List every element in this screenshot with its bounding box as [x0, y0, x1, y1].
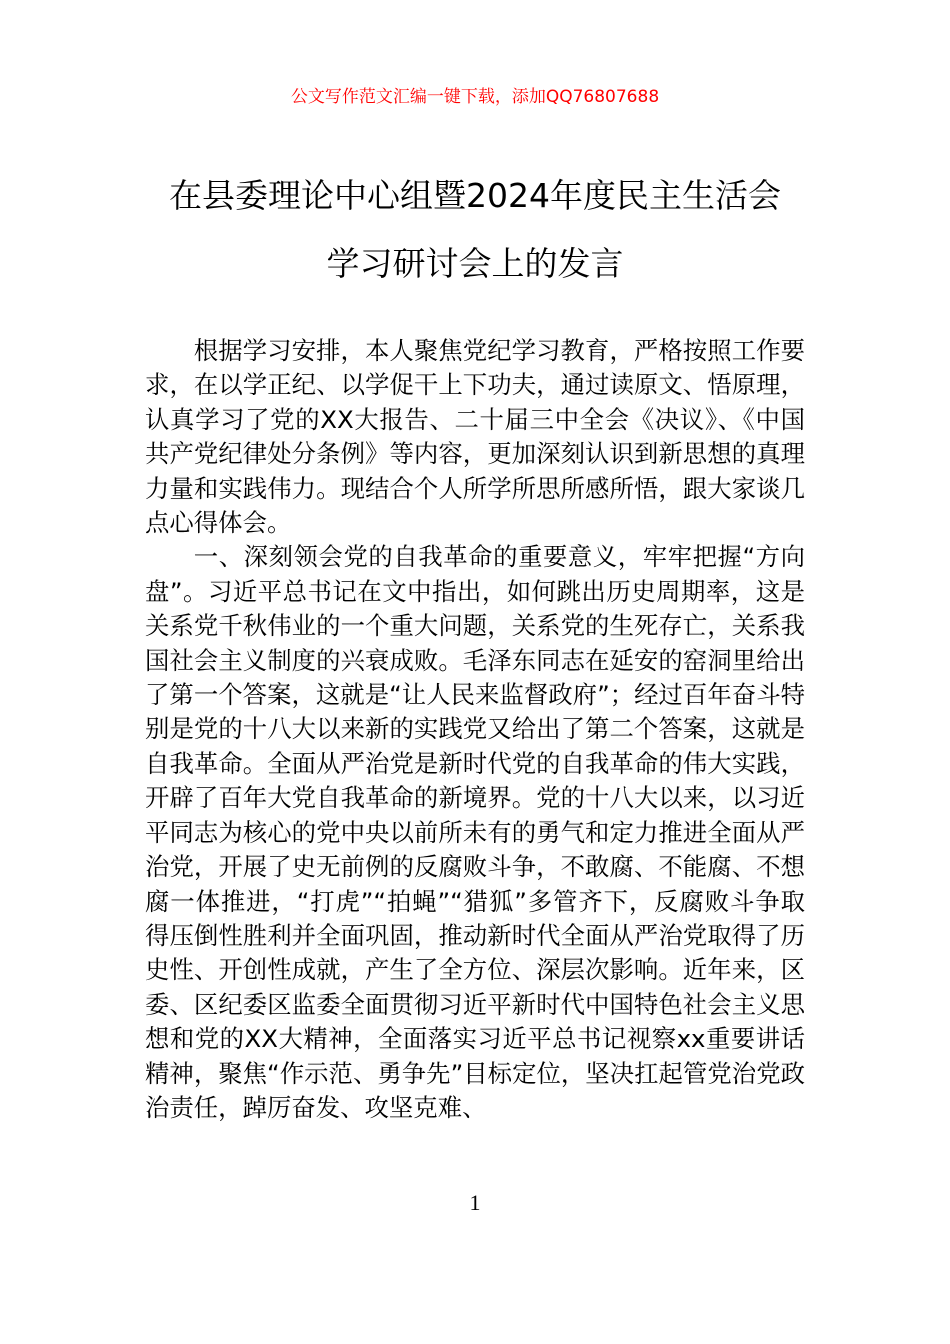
page-number: 1 — [469, 1190, 481, 1215]
document-title-line-2: 学习研讨会上的发言 — [326, 244, 624, 283]
paragraph-section-one: 一、深刻领会党的自我革命的重要意义，牢牢把握“方向盘”。习近平总书记在文中指出，如何跳出历史周期率，这是关系党千秋伟业的一个重大问题，关系党的生死存亡，关系我国社会主义制度的兴衰成败。毛泽东同志在延安的窑洞里给出了第一个答案，这就是“让人民来监督政府”；经过百年奋斗特别是党的十八大以来新的实践党又给出了第二个答案，这就是自我革命。全面从严治党是新时代党的自我革命的伟大实践，开辟了百年大党自我革命的新境界。党的十八大以来，以习近平同志为核心的党中央以前所未有的勇气和定力推进全面从严治党，开展了史无前例的反腐败斗争，不敢腐、不能腐、不想腐一体推进，“打虎”“拍蝇”“猎狐”多管齐下，反腐败斗争取得压倒性胜利并全面巩固，推动新时代全面从严治党取得了历史性、开创性成就，产生了全方位、深层次影响。近年来，区委、区纪委区监委全面贯彻习近平新时代中国特色社会主义思想和党的XX大精神，全面落实习近平总书记视察xx重要讲话精神，聚焦“作示范、勇争先”目标定位，坚决扛起管党治党政治责任，踔厉奋发、攻坚克难、 — [145, 542, 805, 1122]
paragraph-intro: 根据学习安排，本人聚焦党纪学习教育，严格按照工作要求，在以学正纪、以学促干上下功夫，通过读原文、悟原理，认真学习了党的XX大报告、二十届三中全会《决议》、《中国共产党纪律处分条例》等内容，更加深刻认识到新思想的真理力量和实践伟力。现结合个人所学所思所感所悟，跟大家谈几点心得体会。 — [145, 336, 805, 538]
document-title-line-1: 在县委理论中心组暨2024年度民主生活会 — [169, 176, 781, 215]
document-body — [145, 334, 805, 1125]
promo-header-text: 公文写作范文汇编一键下载，添加QQ76807688 — [290, 87, 660, 107]
